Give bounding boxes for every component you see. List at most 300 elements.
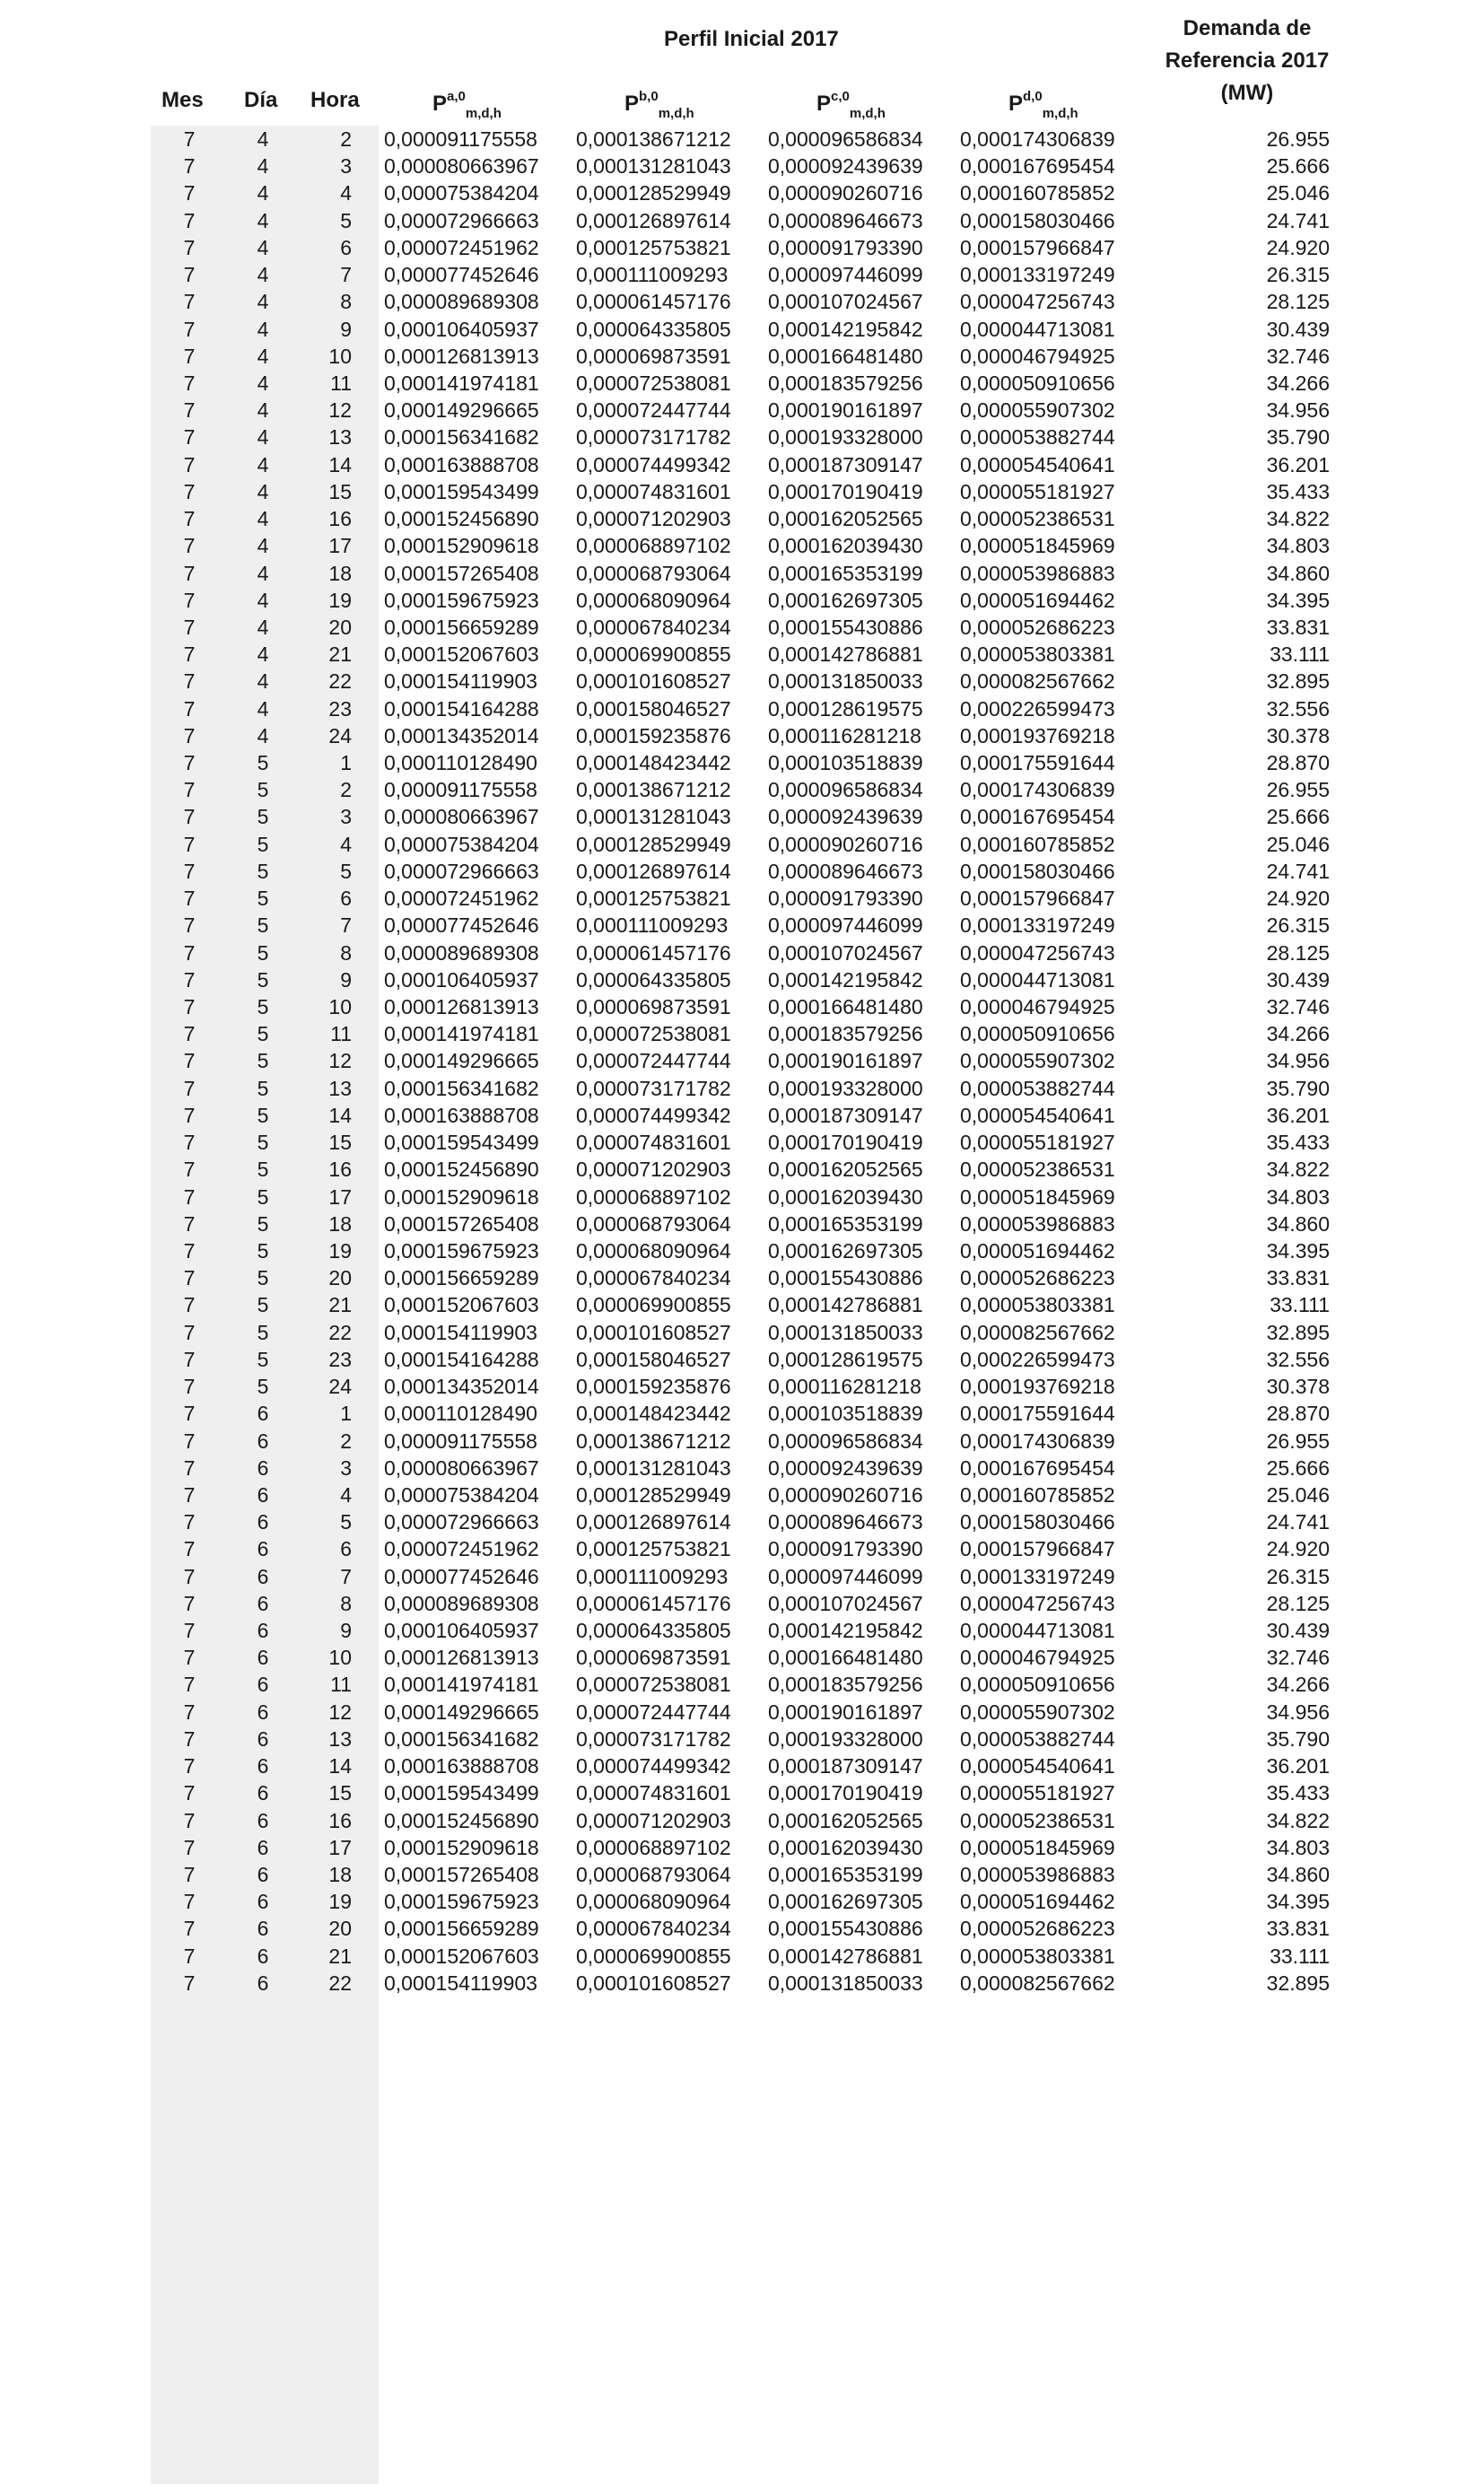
cell-demanda: 34.395 xyxy=(1266,1238,1330,1263)
cell-pd: 0,000157966847 xyxy=(960,235,1115,259)
cell-hora: 17 xyxy=(328,1184,352,1209)
cell-mes: 7 xyxy=(183,1619,196,1643)
cell-mes: 7 xyxy=(183,1564,196,1588)
cell-hora: 8 xyxy=(340,940,352,965)
cell-pc: 0,000097446099 xyxy=(768,263,923,287)
cell-pb: 0,000067840234 xyxy=(576,1917,731,1941)
cell-mes: 7 xyxy=(183,778,196,802)
cell-pb: 0,000126897614 xyxy=(576,859,731,883)
cell-mes: 7 xyxy=(183,1510,196,1534)
cell-pd: 0,000175591644 xyxy=(960,751,1115,775)
cell-demanda: 34.803 xyxy=(1266,1184,1330,1209)
cell-demanda: 32.895 xyxy=(1266,669,1330,694)
header-pa-sub: m,d,h xyxy=(465,106,502,121)
cell-pb: 0,000158046527 xyxy=(576,1347,731,1371)
cell-dia: 5 xyxy=(257,1293,269,1317)
cell-demanda: 28.870 xyxy=(1266,1402,1330,1426)
cell-hora: 18 xyxy=(328,1863,352,1886)
cell-pa: 0,000154164288 xyxy=(384,696,539,721)
cell-pa: 0,000089689308 xyxy=(384,290,539,314)
cell-demanda: 28.125 xyxy=(1266,290,1330,314)
cell-dia: 6 xyxy=(257,1835,269,1859)
cell-mes: 7 xyxy=(183,1781,196,1805)
cell-mes: 7 xyxy=(183,154,196,179)
cell-pc: 0,000091793390 xyxy=(768,1537,923,1561)
cell-pd: 0,000051694462 xyxy=(960,588,1115,612)
cell-pd: 0,000174306839 xyxy=(960,1429,1115,1453)
cell-pd: 0,000082567662 xyxy=(960,1971,1115,1995)
table-row xyxy=(0,1047,1484,1074)
cell-pc: 0,000166481480 xyxy=(768,344,923,368)
table-row xyxy=(0,1671,1484,1698)
cell-pd: 0,000052686223 xyxy=(960,1266,1115,1290)
cell-dia: 5 xyxy=(257,940,269,965)
table-row xyxy=(0,885,1484,912)
cell-pc: 0,000187309147 xyxy=(768,452,923,476)
cell-demanda: 26.315 xyxy=(1266,913,1330,938)
cell-pa: 0,000075384204 xyxy=(384,1482,539,1507)
cell-hora: 13 xyxy=(328,1076,352,1100)
cell-pa: 0,000091175558 xyxy=(384,127,537,151)
cell-mes: 7 xyxy=(183,235,196,259)
cell-pa: 0,000156659289 xyxy=(384,615,539,639)
cell-demanda: 28.125 xyxy=(1266,1591,1330,1615)
cell-mes: 7 xyxy=(183,1375,196,1399)
cell-pd: 0,000133197249 xyxy=(960,1564,1115,1588)
cell-pc: 0,000162039430 xyxy=(768,1184,923,1209)
cell-hora: 8 xyxy=(340,1591,352,1615)
cell-pa: 0,000077452646 xyxy=(384,263,539,287)
cell-pa: 0,000159543499 xyxy=(384,479,539,503)
cell-mes: 7 xyxy=(183,832,196,856)
cell-hora: 12 xyxy=(328,398,352,423)
cell-pd: 0,000133197249 xyxy=(960,913,1115,938)
cell-hora: 13 xyxy=(328,1726,352,1751)
header-pb xyxy=(624,83,694,128)
cell-hora: 24 xyxy=(328,1375,352,1399)
cell-pd: 0,000160785852 xyxy=(960,832,1115,856)
table-row xyxy=(0,1699,1484,1726)
table-row xyxy=(0,532,1484,559)
cell-pb: 0,000125753821 xyxy=(576,887,731,911)
cell-pb: 0,000061457176 xyxy=(576,940,731,965)
cell-dia: 6 xyxy=(257,1944,269,1968)
cell-hora: 19 xyxy=(328,588,352,612)
table-row xyxy=(0,587,1484,614)
cell-demanda: 34.803 xyxy=(1266,1835,1330,1859)
table-row xyxy=(0,1346,1484,1373)
cell-pb: 0,000126897614 xyxy=(576,1510,731,1534)
cell-hora: 14 xyxy=(328,1754,352,1779)
cell-pc: 0,000162697305 xyxy=(768,1890,923,1914)
cell-dia: 4 xyxy=(257,642,269,667)
cell-pa: 0,000072966663 xyxy=(384,859,539,883)
cell-pb: 0,000068897102 xyxy=(576,1835,731,1859)
cell-dia: 6 xyxy=(257,1917,269,1941)
cell-dia: 5 xyxy=(257,1158,269,1182)
cell-demanda: 24.920 xyxy=(1266,887,1330,911)
cell-mes: 7 xyxy=(183,1347,196,1371)
cell-mes: 7 xyxy=(183,1211,196,1236)
cell-pd: 0,000167695454 xyxy=(960,154,1115,179)
cell-pb: 0,000131281043 xyxy=(576,805,731,829)
cell-hora: 15 xyxy=(328,1131,352,1155)
cell-pb: 0,000159235876 xyxy=(576,723,731,747)
cell-dia: 4 xyxy=(257,507,269,531)
cell-pb: 0,000148423442 xyxy=(576,751,731,775)
table-row xyxy=(0,776,1484,803)
cell-pb: 0,000064335805 xyxy=(576,1619,731,1643)
cell-pa: 0,000126813913 xyxy=(384,995,539,1018)
cell-hora: 7 xyxy=(340,1564,352,1588)
cell-pc: 0,000089646673 xyxy=(768,208,923,232)
cell-pa: 0,000077452646 xyxy=(384,913,539,938)
cell-demanda: 34.860 xyxy=(1266,1863,1330,1886)
cell-mes: 7 xyxy=(183,1808,196,1832)
cell-hora: 4 xyxy=(340,181,352,205)
cell-demanda: 25.046 xyxy=(1266,832,1330,856)
table-row xyxy=(0,993,1484,1020)
cell-demanda: 30.439 xyxy=(1266,317,1330,341)
table-row xyxy=(0,478,1484,505)
cell-pd: 0,000046794925 xyxy=(960,995,1115,1018)
cell-pb: 0,000072447744 xyxy=(576,1049,731,1073)
cell-pc: 0,000187309147 xyxy=(768,1103,923,1127)
cell-demanda: 28.870 xyxy=(1266,751,1330,775)
cell-hora: 23 xyxy=(328,1347,352,1371)
table-row xyxy=(0,614,1484,641)
cell-pa: 0,000159543499 xyxy=(384,1781,539,1805)
header-pd xyxy=(1008,83,1078,128)
cell-dia: 5 xyxy=(257,967,269,992)
table-row xyxy=(0,397,1484,424)
table-row xyxy=(0,1726,1484,1752)
cell-pd: 0,000158030466 xyxy=(960,208,1115,232)
table-row xyxy=(0,1481,1484,1508)
cell-pa: 0,000110128490 xyxy=(384,1402,537,1426)
cell-pd: 0,000044713081 xyxy=(960,317,1115,341)
cell-pc: 0,000142786881 xyxy=(768,642,923,667)
cell-pd: 0,000193769218 xyxy=(960,723,1115,747)
cell-pb: 0,000067840234 xyxy=(576,615,731,639)
cell-pa: 0,000152067603 xyxy=(384,1293,539,1317)
cell-pb: 0,000072447744 xyxy=(576,398,731,423)
cell-pc: 0,000155430886 xyxy=(768,1917,923,1941)
cell-demanda: 30.439 xyxy=(1266,1619,1330,1643)
cell-pc: 0,000142195842 xyxy=(768,317,923,341)
cell-pb: 0,000072538081 xyxy=(576,371,731,395)
table-row xyxy=(0,1319,1484,1346)
table-row xyxy=(0,749,1484,776)
table-row xyxy=(0,316,1484,343)
cell-demanda: 34.266 xyxy=(1266,1673,1330,1697)
cell-dia: 5 xyxy=(257,1320,269,1344)
cell-pa: 0,000152067603 xyxy=(384,1944,539,1968)
cell-demanda: 32.746 xyxy=(1266,995,1330,1018)
cell-mes: 7 xyxy=(183,1863,196,1886)
cell-pc: 0,000128619575 xyxy=(768,1347,923,1371)
cell-pc: 0,000092439639 xyxy=(768,1455,923,1480)
cell-demanda: 24.920 xyxy=(1266,235,1330,259)
cell-dia: 5 xyxy=(257,995,269,1018)
cell-hora: 9 xyxy=(340,1619,352,1643)
cell-demanda: 34.860 xyxy=(1266,1211,1330,1236)
cell-mes: 7 xyxy=(183,642,196,667)
cell-pd: 0,000054540641 xyxy=(960,1754,1115,1779)
cell-pb: 0,000072447744 xyxy=(576,1700,731,1724)
cell-demanda: 35.790 xyxy=(1266,1076,1330,1100)
cell-mes: 7 xyxy=(183,859,196,883)
header-dia: Día xyxy=(244,88,278,112)
table-row xyxy=(0,261,1484,288)
cell-demanda: 26.955 xyxy=(1266,127,1330,151)
cell-pc: 0,000166481480 xyxy=(768,995,923,1018)
cell-hora: 10 xyxy=(328,1646,352,1670)
cell-demanda: 25.666 xyxy=(1266,1455,1330,1480)
header-pb-base: P xyxy=(624,92,640,116)
cell-mes: 7 xyxy=(183,398,196,423)
cell-pb: 0,000125753821 xyxy=(576,1537,731,1561)
cell-mes: 7 xyxy=(183,181,196,205)
cell-pa: 0,000152456890 xyxy=(384,1158,539,1182)
cell-hora: 1 xyxy=(340,751,352,775)
cell-pc: 0,000170190419 xyxy=(768,479,923,503)
cell-demanda: 25.666 xyxy=(1266,805,1330,829)
cell-demanda: 35.433 xyxy=(1266,1781,1330,1805)
cell-hora: 13 xyxy=(328,425,352,450)
cell-dia: 4 xyxy=(257,263,269,287)
table-row xyxy=(0,1237,1484,1264)
cell-pd: 0,000053803381 xyxy=(960,1944,1115,1968)
cell-demanda: 33.831 xyxy=(1266,1917,1330,1941)
cell-mes: 7 xyxy=(183,1835,196,1859)
cell-mes: 7 xyxy=(183,940,196,965)
cell-pa: 0,000141974181 xyxy=(384,371,539,395)
cell-pb: 0,000068793064 xyxy=(576,1211,731,1236)
header-pa xyxy=(432,83,502,128)
cell-pb: 0,000158046527 xyxy=(576,696,731,721)
cell-pd: 0,000047256743 xyxy=(960,290,1115,314)
cell-mes: 7 xyxy=(183,127,196,151)
table-title: Perfil Inicial 2017 xyxy=(664,27,839,51)
cell-demanda: 25.666 xyxy=(1266,154,1330,179)
cell-demanda: 35.790 xyxy=(1266,1726,1330,1751)
cell-pa: 0,000106405937 xyxy=(384,967,539,992)
cell-mes: 7 xyxy=(183,751,196,775)
cell-pc: 0,000092439639 xyxy=(768,805,923,829)
table-row xyxy=(0,1264,1484,1291)
cell-mes: 7 xyxy=(183,615,196,639)
cell-dia: 4 xyxy=(257,235,269,259)
cell-mes: 7 xyxy=(183,1022,196,1046)
cell-hora: 21 xyxy=(328,1944,352,1968)
cell-hora: 5 xyxy=(340,1510,352,1534)
cell-demanda: 24.741 xyxy=(1266,208,1330,232)
cell-dia: 4 xyxy=(257,127,269,151)
cell-demanda: 34.822 xyxy=(1266,507,1330,531)
cell-dia: 6 xyxy=(257,1537,269,1561)
cell-pc: 0,000165353199 xyxy=(768,1211,923,1236)
cell-hora: 15 xyxy=(328,479,352,503)
cell-dia: 4 xyxy=(257,615,269,639)
header-pd-base: P xyxy=(1008,92,1024,116)
cell-dia: 5 xyxy=(257,1131,269,1155)
cell-mes: 7 xyxy=(183,723,196,747)
cell-pc: 0,000090260716 xyxy=(768,181,923,205)
cell-pb: 0,000069900855 xyxy=(576,1944,731,1968)
cell-dia: 4 xyxy=(257,723,269,747)
cell-mes: 7 xyxy=(183,1890,196,1914)
header-demanda-line3: (MW) xyxy=(1220,81,1274,105)
cell-demanda: 34.266 xyxy=(1266,1022,1330,1046)
cell-hora: 2 xyxy=(340,1429,352,1453)
cell-pd: 0,000226599473 xyxy=(960,1347,1115,1371)
cell-hora: 19 xyxy=(328,1238,352,1263)
cell-pa: 0,000163888708 xyxy=(384,1103,539,1127)
cell-mes: 7 xyxy=(183,1537,196,1561)
cell-hora: 20 xyxy=(328,1917,352,1941)
table-row xyxy=(0,940,1484,966)
cell-pa: 0,000134352014 xyxy=(384,723,539,747)
cell-pc: 0,000107024567 xyxy=(768,940,923,965)
cell-pb: 0,000069900855 xyxy=(576,642,731,667)
cell-demanda: 32.895 xyxy=(1266,1320,1330,1344)
cell-pb: 0,000061457176 xyxy=(576,1591,731,1615)
cell-pb: 0,000128529949 xyxy=(576,1482,731,1507)
cell-pc: 0,000089646673 xyxy=(768,1510,923,1534)
cell-pd: 0,000051845969 xyxy=(960,1184,1115,1209)
cell-demanda: 35.433 xyxy=(1266,1131,1330,1155)
table-row xyxy=(0,424,1484,450)
cell-pb: 0,000068090964 xyxy=(576,1890,731,1914)
cell-dia: 4 xyxy=(257,669,269,694)
cell-mes: 7 xyxy=(183,1673,196,1697)
cell-hora: 6 xyxy=(340,1537,352,1561)
cell-pd: 0,000052686223 xyxy=(960,615,1115,639)
cell-pa: 0,000156341682 xyxy=(384,425,539,450)
cell-dia: 6 xyxy=(257,1726,269,1751)
cell-pb: 0,000072538081 xyxy=(576,1022,731,1046)
table-row xyxy=(0,179,1484,206)
cell-hora: 16 xyxy=(328,1158,352,1182)
cell-pd: 0,000160785852 xyxy=(960,1482,1115,1507)
table-row xyxy=(0,288,1484,315)
cell-mes: 7 xyxy=(183,887,196,911)
cell-hora: 22 xyxy=(328,669,352,694)
cell-dia: 6 xyxy=(257,1808,269,1832)
cell-dia: 4 xyxy=(257,371,269,395)
cell-pc: 0,000165353199 xyxy=(768,1863,923,1886)
cell-dia: 6 xyxy=(257,1564,269,1588)
cell-pa: 0,000152909618 xyxy=(384,534,539,558)
cell-pb: 0,000138671212 xyxy=(576,1429,731,1453)
cell-mes: 7 xyxy=(183,479,196,503)
cell-pb: 0,000069873591 xyxy=(576,995,731,1018)
cell-pd: 0,000157966847 xyxy=(960,1537,1115,1561)
cell-demanda: 34.956 xyxy=(1266,398,1330,423)
cell-mes: 7 xyxy=(183,1455,196,1480)
cell-pd: 0,000055907302 xyxy=(960,1049,1115,1073)
cell-pb: 0,000061457176 xyxy=(576,290,731,314)
cell-hora: 21 xyxy=(328,1293,352,1317)
cell-mes: 7 xyxy=(183,995,196,1018)
cell-pc: 0,000183579256 xyxy=(768,1673,923,1697)
cell-mes: 7 xyxy=(183,1726,196,1751)
cell-pb: 0,000068090964 xyxy=(576,1238,731,1263)
cell-demanda: 24.920 xyxy=(1266,1537,1330,1561)
cell-pa: 0,000156659289 xyxy=(384,1917,539,1941)
cell-demanda: 34.822 xyxy=(1266,1808,1330,1832)
cell-hora: 20 xyxy=(328,1266,352,1290)
cell-demanda: 32.895 xyxy=(1266,1971,1330,1995)
table-row xyxy=(0,1644,1484,1671)
cell-pa: 0,000091175558 xyxy=(384,778,537,802)
cell-demanda: 34.822 xyxy=(1266,1158,1330,1182)
cell-pc: 0,000097446099 xyxy=(768,913,923,938)
cell-mes: 7 xyxy=(183,588,196,612)
cell-mes: 7 xyxy=(183,967,196,992)
cell-pc: 0,000155430886 xyxy=(768,615,923,639)
header-pd-sup: d,0 xyxy=(1023,89,1043,104)
cell-pd: 0,000160785852 xyxy=(960,181,1115,205)
cell-demanda: 24.741 xyxy=(1266,859,1330,883)
cell-pd: 0,000157966847 xyxy=(960,887,1115,911)
cell-mes: 7 xyxy=(183,696,196,721)
cell-hora: 6 xyxy=(340,235,352,259)
cell-pc: 0,000089646673 xyxy=(768,859,923,883)
cell-mes: 7 xyxy=(183,1103,196,1127)
cell-pb: 0,000071202903 xyxy=(576,507,731,531)
cell-pc: 0,000091793390 xyxy=(768,887,923,911)
cell-pb: 0,000074499342 xyxy=(576,452,731,476)
cell-dia: 5 xyxy=(257,1266,269,1290)
cell-pc: 0,000096586834 xyxy=(768,1429,923,1453)
cell-dia: 5 xyxy=(257,1238,269,1263)
cell-pd: 0,000053986883 xyxy=(960,1863,1115,1886)
cell-demanda: 34.860 xyxy=(1266,561,1330,585)
cell-pa: 0,000159675923 xyxy=(384,1238,539,1263)
cell-hora: 4 xyxy=(340,832,352,856)
cell-hora: 2 xyxy=(340,778,352,802)
cell-pd: 0,000053882744 xyxy=(960,425,1115,450)
cell-dia: 6 xyxy=(257,1890,269,1914)
cell-dia: 5 xyxy=(257,805,269,829)
cell-hora: 10 xyxy=(328,344,352,368)
cell-dia: 6 xyxy=(257,1646,269,1670)
cell-pc: 0,000142786881 xyxy=(768,1944,923,1968)
cell-pd: 0,000052386531 xyxy=(960,1158,1115,1182)
cell-pd: 0,000047256743 xyxy=(960,1591,1115,1615)
cell-hora: 24 xyxy=(328,723,352,747)
cell-hora: 16 xyxy=(328,507,352,531)
cell-pa: 0,000154164288 xyxy=(384,1347,539,1371)
cell-hora: 14 xyxy=(328,452,352,476)
cell-mes: 7 xyxy=(183,208,196,232)
cell-mes: 7 xyxy=(183,1266,196,1290)
table-row xyxy=(0,1455,1484,1481)
cell-pc: 0,000097446099 xyxy=(768,1564,923,1588)
cell-pa: 0,000089689308 xyxy=(384,1591,539,1615)
table-row xyxy=(0,505,1484,532)
cell-pd: 0,000051694462 xyxy=(960,1238,1115,1263)
cell-dia: 4 xyxy=(257,452,269,476)
table-row xyxy=(0,1075,1484,1102)
cell-pb: 0,000128529949 xyxy=(576,181,731,205)
cell-pa: 0,000149296665 xyxy=(384,1700,539,1724)
cell-dia: 4 xyxy=(257,588,269,612)
cell-pa: 0,000106405937 xyxy=(384,317,539,341)
cell-mes: 7 xyxy=(183,913,196,938)
